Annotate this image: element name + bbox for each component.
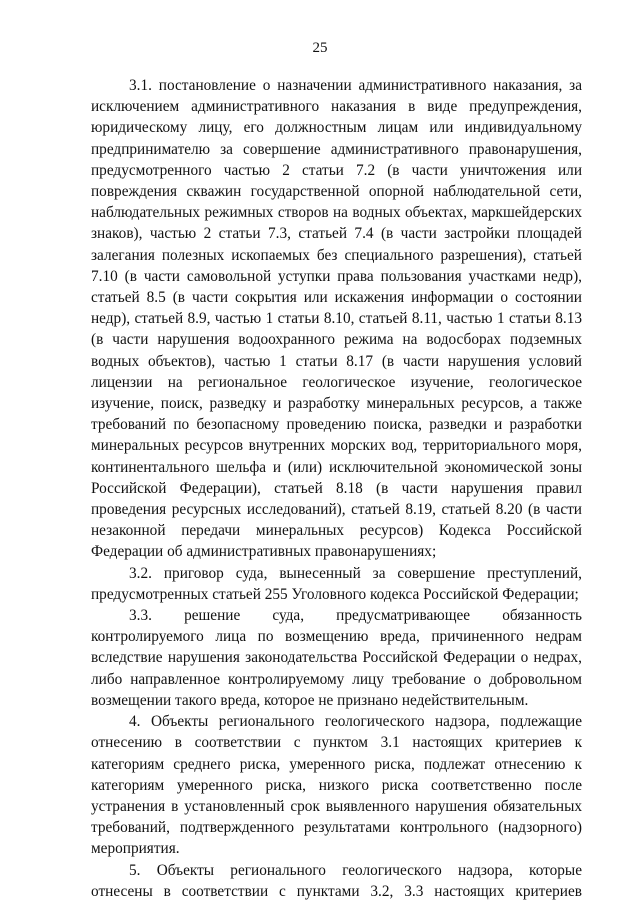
paragraph-3-1: 3.1. постановление о назначении административного наказания, за исключением административного наказания в виде предупреждения, юридическому лицу, его должностным лицам или индивидуальному предпринимателю за совершение административного правонарушения, предусмотренного частью 2 статьи 7.2 (в части уничтожения или повреждения скважин государственной опорной наблюдательной сети, наблюдательных режимных створов на водных объектах, маркшейдерских знаков), частью 2 статьи 7.3, статьей 7.4 (в части застройки площадей залегания полезных ископаемых без специального разрешения), статьей 7.10 (в части самовольной уступки права пользования участками недр), статьей 8.5 (в части сокрытия или искажения информации о состоянии недр), статьей 8.9, частью 1 статьи 8.10, статьей 8.11, частью 1 статьи 8.13 (в части нарушения водоохранного режима на водосборах подземных водных объектов), частью 1 статьи 8.17 (в части нарушения условий лицензии на региональное геологическое изучение, геологическое изучение, поиск, разведку и разработку минеральных ресурсов, а также требований по безопасному проведению поиска, разведки и разработки минеральных ресурсов внутренних морских вод, территориального моря, континентального шельфа и (или) исключительной экономической зоны Российской Федерации), статьей 8.18 (в части нарушения правил проведения ресурсных исследований), статьей 8.19, статьей 8.20 (в части незаконной передачи минеральных ресурсов) Кодекса Российской Федерации об административных правонарушениях; — [91, 77, 582, 561]
page-number: 25 — [312, 40, 328, 56]
paragraph-5: 5. Объекты регионального геологического надзора, которые отнесены в соответствии с пунктами 3.2, 3.3 настоящих критериев — [91, 861, 582, 900]
paragraph-3-3: 3.3. решение суда, предусматривающее обязанность контролируемого лица по возмещению вреда, причиненного недрам вследствие нарушения законодательства Российской Федерации о недрах, либо направленное контролируемому лицу требование о добровольном возмещении такого вреда, которое не признано недействительным. — [91, 607, 582, 709]
document-body — [91, 75, 582, 902]
paragraph-3-2: 3.2. приговор суда, вынесенный за совершение преступлений, предусмотренных статьей 255 Уголовного кодекса Российской Федерации; — [91, 564, 582, 603]
paragraph-4: 4. Объекты регионального геологического надзора, подлежащие отнесению в соответствии с пунктом 3.1 настоящих критериев к категориям среднего риска, умеренного риска, подлежат отнесению к категориям умеренного риска, низкого риска соответственно после устранения в установленный срок выявленного нарушения обязательных требований, подтвержденного результатами контрольного (надзорного) мероприятия. — [91, 713, 582, 858]
